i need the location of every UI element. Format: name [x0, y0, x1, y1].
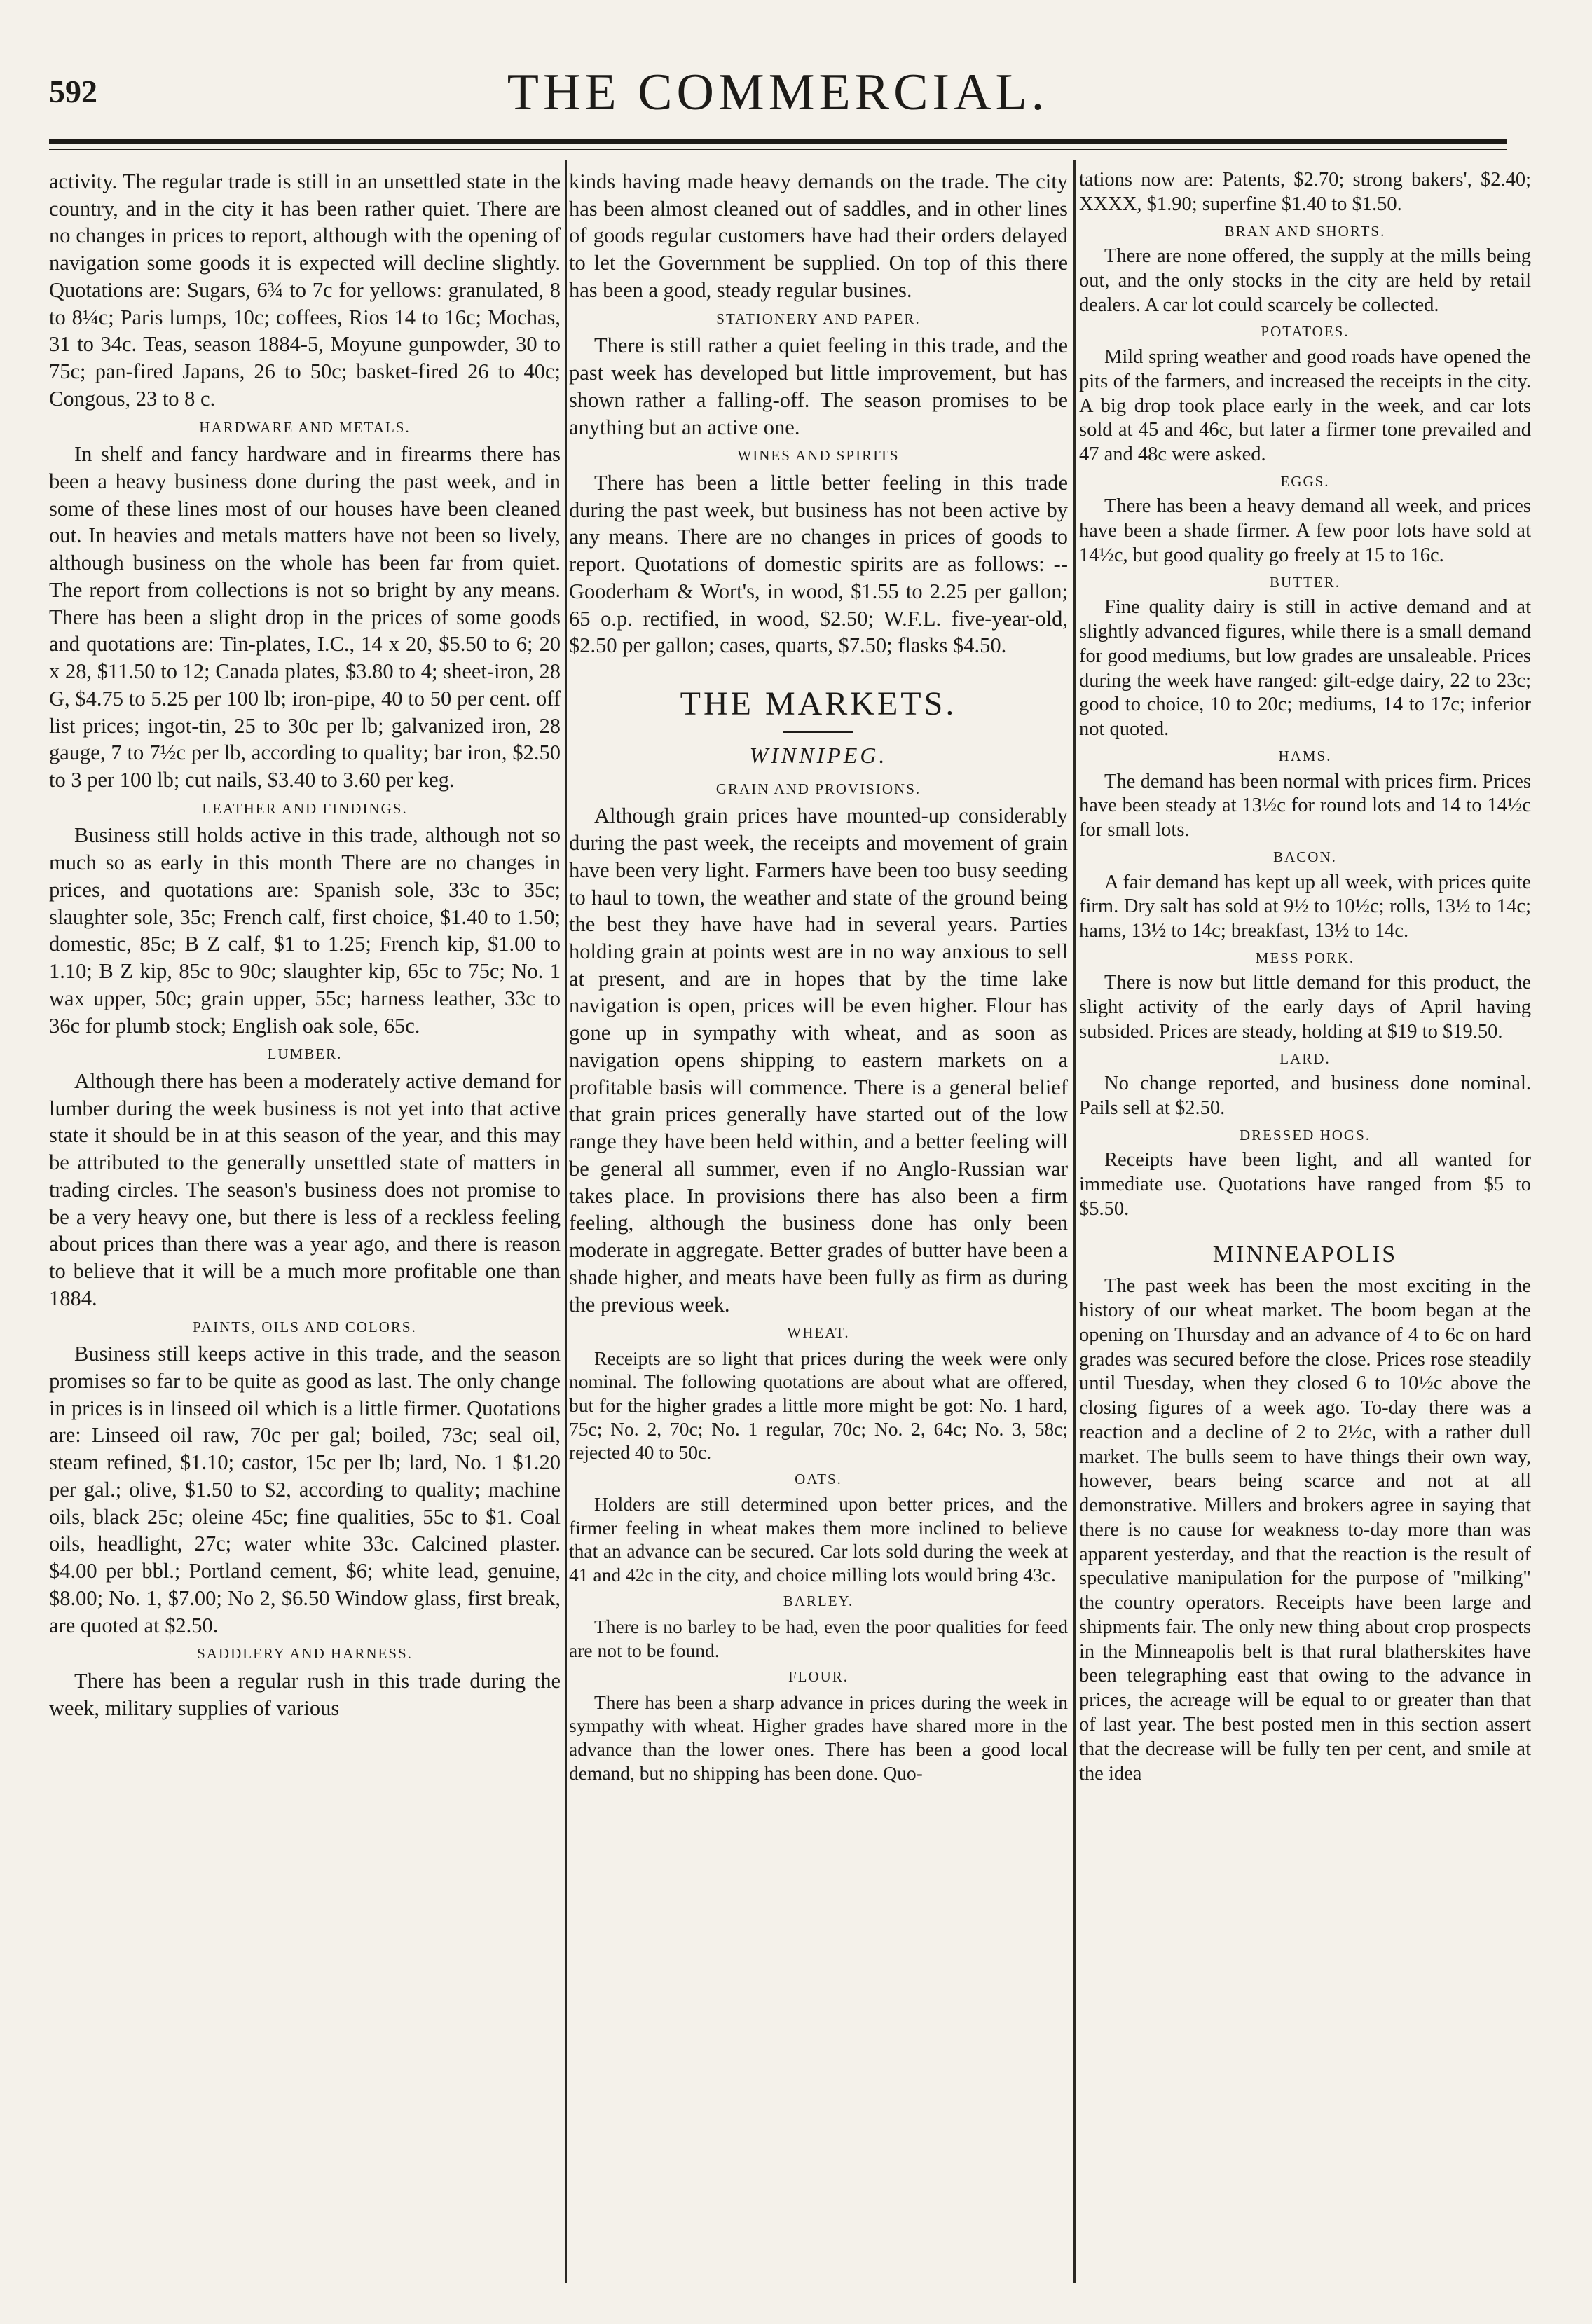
section-heading: BUTTER.: [1270, 573, 1340, 591]
section-heading: POTATOES.: [1261, 323, 1350, 341]
article-paragraph: There are none offered, the supply at the mills being out, and the only stocks in the city are held by retail dealers. A car lot could scarcely be collected.: [1079, 245, 1531, 316]
article-paragraph: The past week has been the most exciting in the history of our wheat market. The boom began at the opening on Thursday and an advance of 4 to 6c on hard grades was secured before the close. Prices rose steadily until Tuesday, when they closed 6 to 10½c above the closing figures of a week ago. To-day there was a reaction and a decline of 2 to 2½c, with a rather dull market. The bulls seem to have things their own way, however, bears being scarce and not at all demonstrative. Millers and brokers agree in saying that there is no cause for weakness to-day more than was apparent yesterday, and that the reaction is the result of speculative manipulation for the purpose of "milking" the country operators. Receipts have been large and shipments fair. The only new thing about crop prospects in the Minneapolis belt is that rural blatherskites have been telegraphing east that owing to the advance in prices, the acreage will be equal to or greater than that of last year. The best posted men in this section assert that the decrease will be fully ten per cent, and smile at the idea: [1079, 1275, 1531, 1785]
article-paragraph: There is now but little demand for this product, the slight activity of the early days of April having subsided. Prices are steady, holding at $19 to $19.50.: [1079, 972, 1531, 1043]
article-paragraph: The demand has been normal with prices firm. Prices have been steady at 13½c for round lots and 14 to 14½c for small lots.: [1079, 770, 1531, 841]
article-paragraph: activity. The regular trade is still in an unsettled state in the country, and in the city it has been rather quiet. There are no changes in prices to report, although with the opening of navigation some goods it is expected will decline slightly. Quotations are: Sugars, 6¾ to 7c for yellows: granulated, 8 to 8¼c; Paris lumps, 10c; coffees, Rios 14 to 16c; Mochas, 31 to 34c. Teas, season 1884-5, Moyune gunpowder, 30 to 75c; pan-fired Japans, 26 to 50c; basket-fired 26 to 40c; Congous, 23 to 8 c.: [49, 170, 561, 411]
masthead-title: THE COMMERCIAL.: [507, 64, 1049, 121]
article-paragraph: There is still rather a quiet feeling in this trade, and the past week has developed but little improvement, but has shown rather a falling-off. The season promises to be anything but an active one.: [569, 334, 1068, 439]
article-paragraph: There has been a sharp advance in prices during the week in sympathy with wheat. Higher grades have shared more in the advance than the lower ones. There has been a good local demand, but no shipping has been done. Quo-: [569, 1691, 1068, 1784]
short-rule: [783, 731, 853, 733]
column-3: [1079, 168, 1531, 2284]
section-heading: LARD.: [1279, 1050, 1331, 1067]
page-number: 592: [49, 74, 97, 109]
section-heading: WINES AND SPIRITS: [737, 447, 900, 465]
article-paragraph: There has been a little better feeling in this trade during the past week, but business has not been active by any means. There are no changes in prices of goods to report. Quotations of domestic spirits are as follows: --Gooderham & Wort's, in wood, $1.55 to 2.25 per gallon; 65 o.p. rectified, in wood, $2.50; W.F.L. five-year-old, $2.50 per gallon; cases, quarts, $7.50; flasks $4.50.: [569, 470, 1068, 658]
section-heading: SADDLERY AND HARNESS.: [197, 1645, 413, 1663]
section-heading: MESS PORK.: [1255, 949, 1355, 966]
section-heading: OATS.: [795, 1470, 842, 1487]
column-divider: [1073, 160, 1076, 2283]
article-paragraph: There is no barley to be had, even the poor qualities for feed are not to be found.: [569, 1616, 1068, 1661]
section-heading: LUMBER.: [267, 1045, 343, 1063]
section-heading: FLOUR.: [788, 1668, 849, 1686]
article-paragraph: tations now are: Patents, $2.70; strong bakers', $2.40; XXXX, $1.90; superfine $1.40 to $1.50.: [1079, 169, 1531, 215]
article-paragraph: kinds having made heavy demands on the trade. The city has been almost cleaned out of saddles, and in other lines of goods regular customers have had their orders delayed to let the Government be supplied. On top of this there has been a good, steady regular busines.: [569, 170, 1068, 302]
column-divider: [565, 160, 567, 2283]
section-heading: DRESSED HOGS.: [1239, 1126, 1371, 1143]
section-heading: LEATHER AND FINDINGS.: [202, 799, 408, 817]
column-1: [49, 168, 561, 2284]
article-paragraph: There has been a regular rush in this trade during the week, military supplies of various: [49, 1669, 561, 1720]
article-paragraph: No change reported, and business done nominal. Pails sell at $2.50.: [1079, 1073, 1531, 1120]
article-paragraph: Business still holds active in this trade, although not so much so as early in this month There are no changes in prices, and quotations are: Spanish sole, 33c to 35c; slaughter sole, 35c; French calf, first choice, $1.40 to 1.50; domestic, 85c; B Z calf, $1 to 1.25; French kip, $1.00 to 1.10; B Z kip, 85c to 90c; slaughter kip, 65c to 75c; No. 1 wax upper, 50c; grain upper, 55c; harness leather, 33c to 36c for plumb stock; English oak sole, 65c.: [49, 823, 561, 1038]
article-paragraph: Receipts are so light that prices during the week were only nominal. The following quotations are about what are offered, but for the higher grades a little more might be got: No. 1 hard, 75c; No. 2, 70c; No. 1 regular, 70c; No. 2, 64c; No. 3, 58c; rejected 40 to 50c.: [569, 1347, 1068, 1464]
column-2: [569, 168, 1068, 2284]
section-heading: STATIONERY AND PAPER.: [716, 310, 921, 327]
section-heading: EGGS.: [1280, 472, 1330, 490]
section-heading: BRAN AND SHORTS.: [1224, 222, 1386, 240]
header-rule-thick: [49, 139, 1507, 144]
city-heading-winnipeg: WINNIPEG.: [749, 743, 888, 769]
city-heading-minneapolis: MINNEAPOLIS: [1212, 1241, 1398, 1267]
section-heading: BACON.: [1273, 848, 1337, 865]
section-heading: BARLEY.: [783, 1593, 854, 1610]
article-paragraph: Holders are still determined upon better prices, and the firmer feeling in wheat makes them more inclined to believe that an advance can be secured. Car lots sold during the week at 41 and 42c in the city, and choice milling lots would bring 43c.: [569, 1493, 1068, 1586]
article-paragraph: Mild spring weather and good roads have opened the pits of the farmers, and increased the receipts in the city. A big drop took place early in the week, and car lots sold at 45 and 46c, but later a firmer tone prevailed and 47 and 48c were asked.: [1079, 346, 1531, 466]
article-paragraph: Receipts have been light, and all wanted for immediate use. Quotations have ranged from $5 to $5.50.: [1079, 1149, 1531, 1220]
section-heading: PAINTS, OILS AND COLORS.: [193, 1318, 417, 1335]
section-heading: WHEAT.: [787, 1324, 850, 1342]
section-heading: HARDWARE AND METALS.: [199, 418, 411, 436]
article-paragraph: Business still keeps active in this trade, and the season promises so far to be quite as good as last. The only change in prices is in linseed oil which is a little firmer. Quotations are: Linseed oil raw, 70c per gal; boiled, 73c; seal oil, steam refined, $1.10; castor, 15c per lb; lard, No. 1 $1.20 per gal.; olive, $1.50 to $2, according to quality; machine oils, black 25c; oleine 45c; fine qualities, 55c to $1. Coal oils, headlight, 27c; water white 33c. Calcined plaster. $4.00 per bbl.; Portland cement, $6; white lead, genuine, $8.00; No. 1, $7.00; No 2, $6.50 Window glass, first break, are quoted at $2.50.: [49, 1342, 561, 1637]
article-paragraph: A fair demand has kept up all week, with prices quite firm. Dry salt has sold at 9½ to 10½c; rolls, 13½ to 14c; hams, 13½ to 14c; breakfast, 13½ to 14c.: [1079, 871, 1531, 942]
article-paragraph: Although there has been a moderately active demand for lumber during the week business is not yet into that active state it should be in at this season of the year, and this may be attributed to the generally unsettled state of matters in trading circles. The season's business does not promise to be a very heavy one, but there is less of a reckless feeling about prices than there was a year ago, and there is reason to believe that it will be a much more profitable one than 1884.: [49, 1069, 561, 1310]
section-heading: GRAIN AND PROVISIONS.: [715, 780, 921, 797]
header-rule-thin: [49, 149, 1507, 150]
article-paragraph: Fine quality dairy is still in active demand and at slightly advanced figures, while there is a small demand for good mediums, but low grades are unsaleable. Prices during the week have ranged: gilt-edge dairy, 22 to 23c; good to choice, 10 to 20c; mediums, 14 to 17c; inferior not quoted.: [1079, 596, 1531, 741]
article-paragraph: There has been a heavy demand all week, and prices have been a shade firmer. A few poor lots have sold at 14½c, but good quality go freely at 15 to 16c.: [1079, 495, 1531, 567]
section-heading: HAMS.: [1278, 747, 1332, 764]
article-paragraph: Although grain prices have mounted-up considerably during the past week, the receipts and movement of grain have been very light. Farmers have been too busy seeding to haul to town, the weather and state of the ground being the best they have have had in several years. Parties holding grain at points west are in no way anxious to sell at present, and are in hopes that by the time lake navigation is open, prices will be even higher. Flour has gone up in sympathy with wheat, and as soon as navigation opens shipping to eastern markets on a profitable basis will commence. There is a general belief that grain prices generally have started out of the low range they have been held within, and a better feeling will be general all summer, even if no Anglo-Russian war takes place. In provisions there has also been a firm feeling, although the business done has only been moderate in aggregate. Better grades of butter have been a shade higher, and meats have been fully as firm as during the previous week.: [569, 804, 1068, 1316]
page-header: [49, 63, 1507, 140]
markets-title: THE MARKETS.: [680, 685, 957, 723]
article-paragraph: In shelf and fancy hardware and in firearms there has been a heavy business done during the past week, and in some of these lines most of our houses have been cleaned out. In heavies and metals matters have not been so lively, although business on the whole has been far from quiet. The report from collections is not so bright by any means. There has been a slight drop in the prices of some goods and quotations are: Tin-plates, I.C., 14 x 20, $5.50 to 6; 20 x 28, $11.50 to 12; Canada plates, $3.80 to 4; sheet-iron, 28 G, $4.75 to 5.25 per 100 lb; iron-pipe, 40 to 50 per cent. off list prices; ingot-tin, 25 to 30c per lb; galvanized iron, 28 gauge, 7 to 7½c per lb, according to quality; bar iron, $2.50 to 3 per 100 lb; cut nails, $3.40 to 3.60 per keg.: [49, 442, 561, 792]
